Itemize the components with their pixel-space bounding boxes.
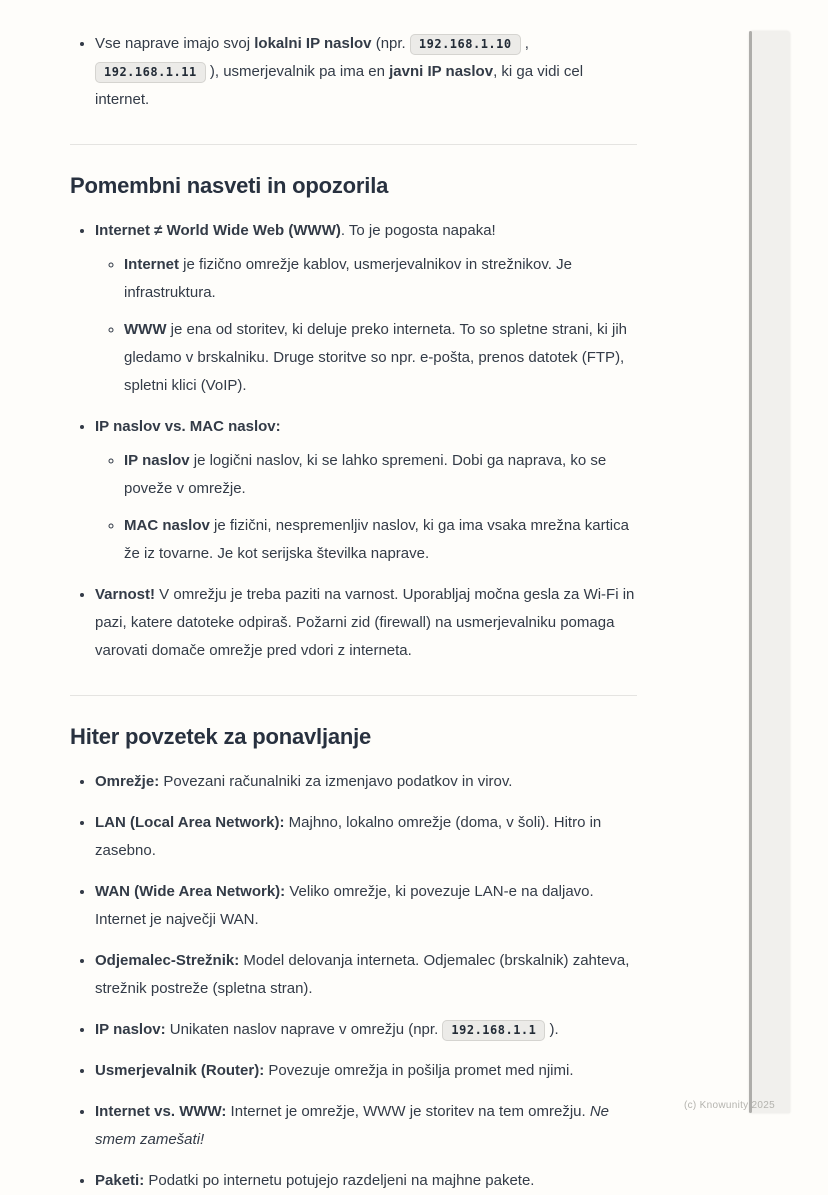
- document-content: [70, 30, 637, 1195]
- sub-list: [95, 251, 637, 400]
- list-item: [95, 30, 637, 114]
- list-item: [95, 878, 637, 934]
- text-segment: LAN (Local Area Network):: [95, 814, 285, 831]
- tips-list: [70, 217, 637, 665]
- text-segment: Internet vs. WWW:: [95, 1103, 227, 1120]
- text-segment: lokalni IP naslov: [254, 35, 372, 52]
- text-segment: javni IP naslov: [389, 63, 494, 80]
- sub-list: [95, 447, 637, 568]
- text-segment: je fizično omrežje kablov, usmerjevalnikov in strežnikov. Je infrastruktura.: [124, 256, 572, 301]
- list-item: [95, 1057, 637, 1085]
- text-segment: Ne smem zamešati!: [95, 1103, 610, 1148]
- text-segment: Povezani računalniki za izmenjavo podatkov in virov.: [159, 773, 513, 790]
- code-chip: 192.168.1.10: [410, 34, 521, 55]
- sub-list-item: [124, 447, 637, 503]
- list-item: [95, 809, 637, 865]
- code-chip: 192.168.1.11: [95, 62, 206, 83]
- text-segment: je ena od storitev, ki deluje preko interneta. To so spletne strani, ki jih gledamo v brskalniku. Druge storitve so npr. e-pošta, prenos datotek (FTP), spletni klici (VoIP).: [124, 321, 628, 394]
- text-segment: ,: [520, 35, 529, 52]
- text-segment: IP naslov:: [95, 1021, 166, 1038]
- text-segment: Odjemalec-Strežnik:: [95, 952, 240, 969]
- text-segment: Povezuje omrežja in pošilja promet med njimi.: [264, 1062, 574, 1079]
- list-item: [95, 217, 637, 400]
- section-divider: [70, 695, 637, 696]
- section-divider: [70, 144, 637, 145]
- text-segment: IP naslov: [124, 452, 190, 469]
- text-segment: WWW: [124, 321, 167, 338]
- scrollbar-track[interactable]: [749, 31, 790, 1113]
- text-segment: Internet ≠ World Wide Web (WWW): [95, 222, 341, 239]
- section-heading-tips: Pomembni nasveti in opozorila: [70, 173, 389, 198]
- text-segment: Internet: [124, 256, 180, 273]
- scrollbar-thumb[interactable]: [749, 31, 752, 1113]
- text-segment: WAN (Wide Area Network):: [95, 883, 286, 900]
- text-segment: Unikaten naslov naprave v omrežju (npr.: [165, 1021, 443, 1038]
- sub-list-item: [124, 316, 637, 400]
- text-segment: Podatki po internetu potujejo razdeljeni na majhne pakete.: [144, 1172, 535, 1189]
- list-item: [95, 1167, 637, 1195]
- code-chip: 192.168.1.1: [442, 1020, 545, 1041]
- text-segment: (npr.: [371, 35, 410, 52]
- list-item: [95, 1098, 637, 1154]
- text-segment: Veliko omrežje, ki povezuje LAN-e na daljavo. Internet je največji WAN.: [95, 883, 594, 928]
- text-segment: Internet je omrežje, WWW je storitev na tem omrežju.: [226, 1103, 590, 1120]
- text-segment: , ki ga vidi cel internet.: [95, 63, 584, 108]
- text-segment: . To je pogosta napaka!: [340, 222, 496, 239]
- text-segment: Usmerjevalnik (Router):: [95, 1062, 265, 1079]
- sub-list-item: [124, 512, 637, 568]
- list-item: [95, 768, 637, 796]
- summary-list: [70, 768, 637, 1195]
- text-segment: IP naslov vs. MAC naslov:: [95, 418, 281, 435]
- text-segment: ), usmerjevalnik pa ima en: [205, 63, 390, 80]
- copyright-footer: (c) Knowunity 2025: [684, 1100, 776, 1111]
- text-segment: V omrežju je treba paziti na varnost. Uporabljaj močna gesla za Wi-Fi in pazi, katere datoteke odpiraš. Požarni zid (firewall) na usmerjevalniku pomaga varovati domače omrežje pred vdori z interneta.: [95, 586, 635, 659]
- section-heading-summary: Hiter povzetek za ponavljanje: [70, 724, 372, 749]
- list-item: [95, 413, 637, 568]
- text-segment: Omrežje:: [95, 773, 160, 790]
- intro-list: [70, 30, 637, 114]
- text-segment: Paketi:: [95, 1172, 145, 1189]
- text-segment: Majhno, lokalno omrežje (doma, v šoli). Hitro in zasebno.: [95, 814, 602, 859]
- text-segment: je logični naslov, ki se lahko spremeni. Dobi ga naprava, ko se poveže v omrežje.: [124, 452, 607, 497]
- text-segment: je fizični, nespremenljiv naslov, ki ga ima vsaka mrežna kartica že iz tovarne. Je kot serijska številka naprave.: [124, 517, 629, 562]
- text-segment: MAC naslov: [124, 517, 210, 534]
- list-item: [95, 581, 637, 665]
- text-segment: Model delovanja interneta. Odjemalec (brskalnik) zahteva, strežnik postreže (spletna stran).: [95, 952, 630, 997]
- text-segment: ).: [545, 1021, 559, 1038]
- list-item: [95, 947, 637, 1003]
- list-item: [95, 1016, 637, 1044]
- text-segment: Varnost!: [95, 586, 156, 603]
- text-segment: Vse naprave imajo svoj: [95, 35, 255, 52]
- sub-list-item: [124, 251, 637, 307]
